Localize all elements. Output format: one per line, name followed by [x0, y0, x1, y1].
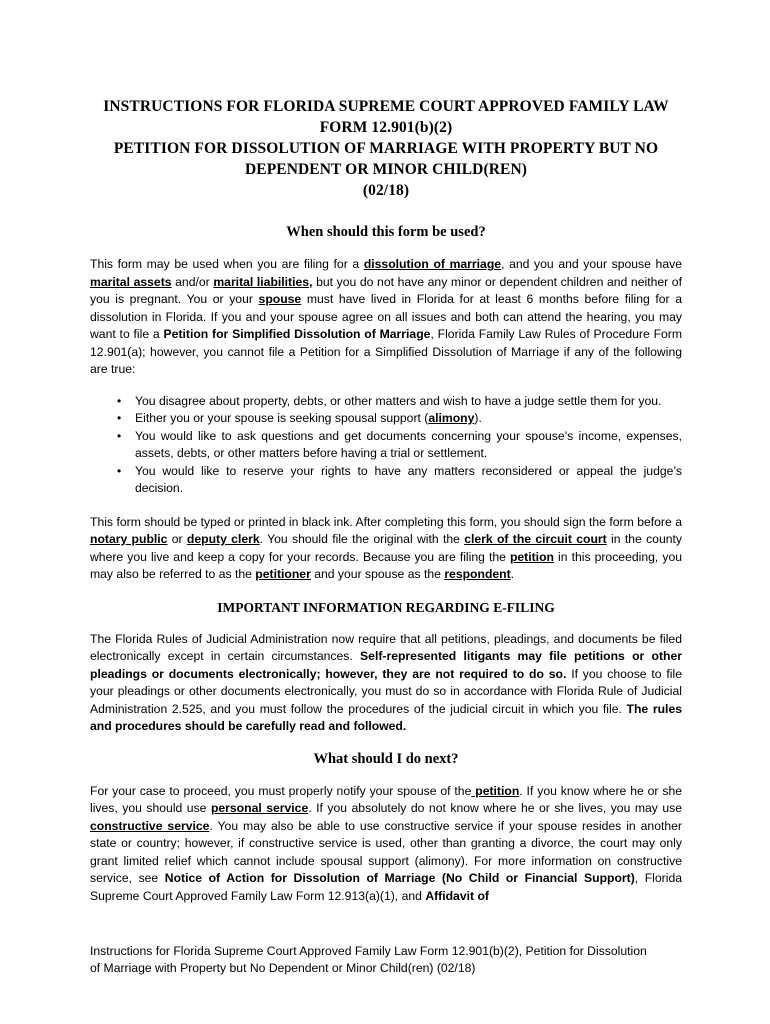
term-petition[interactable]: petition [509, 549, 554, 564]
filing-paragraph: This form should be typed or printed in black ink. After completing this form, you should sign the form before a notary public or deputy clerk. You should file the original with the clerk of the circuit court in the county where you live and keep a copy for your records. Because you are filing the petition in this proceeding, you may also be referred to as the petitioner and your spouse as the respondent. [90, 514, 682, 581]
title-line-2: FORM 12.901(b)(2) [319, 119, 453, 136]
term-personal-service[interactable]: personal service [210, 801, 309, 815]
list-item: • You would like to reserve your rights to have any matters reconsidered or appeal the judge’s decision. [135, 463, 682, 498]
document-page [90, 96, 682, 919]
title-line-4: DEPENDENT OR MINOR CHILD(REN) [244, 161, 528, 178]
term-alimony[interactable]: alimony [428, 411, 475, 425]
document-title [90, 96, 682, 201]
title-line-5: (02/18) [362, 182, 410, 199]
next-steps-paragraph: For your case to proceed, you must properly notify your spouse of the petition. If you know where he or she lives, you should use personal service. If you absolutely do not know where he or she lives, you may use constructive service. You may also be able to use constructive service if your spouse resides in another state or country; however, if constructive service is used, other than granting a divorce, the court may only grant limited relief which cannot include spousal support (alimony). For more information on constructive service, see Notice of Action for Dissolution of Marriage (No Child or Financial Support), Florida Supreme Court Approved Family Law Form 12.913(a)(1), and Affidavit of [90, 783, 683, 903]
list-item: • Either you or your spouse is seeking spousal support (alimony). [135, 410, 682, 428]
term-notary-public[interactable]: notary public [90, 532, 168, 546]
list-item: • You disagree about property, debts, or other matters and wish to have a judge settle them for you. [135, 393, 682, 411]
efiling-paragraph: The Florida Rules of Judicial Administration now require that all petitions, pleadings, and documents be filed electronically except in certain circumstances. Self-represented litigants may file petitions or other pleadings or documents electronically; however, they are not required to do so. If you choose to file your pleadings or other documents electronically, you must do so in accordance with Florida Rule of Judicial Administration 2.525, and you must follow the procedures of the judicial circuit in which you file. The rules and procedures should be carefully read and followed. [90, 631, 683, 733]
term-dissolution-of-marriage[interactable]: dissolution of marriage [363, 257, 502, 271]
intro-paragraph: This form may be used when you are filing for a dissolution of marriage, and you and your spouse have marital assets and/or marital liabilities, but you do not have any minor or dependent children and neither of you is pregnant. You or your spouse must have lived in Florida for at least 6 months before filing for a dissolution in Florida. If you and your spouse agree on all issues and both can attend the hearing, you may want to file a Petition for Simplified Dissolution of Marriage, Florida Family Law Rules of Procedure Form 12.901(a); however, you cannot file a Petition for a Simplified Dissolution of Marriage if any of the following are true: [90, 257, 683, 376]
term-marital-assets[interactable]: marital assets [90, 274, 172, 289]
page-footer [90, 943, 690, 977]
footer-line-1: Instructions for Florida Supreme Court Approved Family Law Form 12.901(b)(2), Petition for Dissolution [90, 944, 647, 958]
term-petition-2[interactable]: petition [471, 783, 520, 798]
section-heading-efiling: IMPORTANT INFORMATION REGARDING E-FILING [217, 599, 555, 615]
title-line-3: PETITION FOR DISSOLUTION OF MARRIAGE WITH PROPERTY BUT NO [113, 140, 659, 157]
title-line-1: INSTRUCTIONS FOR FLORIDA SUPREME COURT APPROVED FAMILY LAW [103, 98, 669, 115]
term-deputy-clerk[interactable]: deputy clerk [186, 532, 260, 546]
section-heading-when: When should this form be used? [286, 224, 486, 240]
term-petitioner[interactable]: petitioner [255, 567, 311, 581]
list-item: • You would like to ask questions and get documents concerning your spouse’s income, expenses, assets, debts, or other matters before having a trial or settlement. [135, 428, 682, 463]
footer-line-2: of Marriage with Property but No Dependent or Minor Child(ren) (02/18) [90, 961, 476, 975]
term-constructive-service[interactable]: constructive service [90, 818, 210, 833]
term-simplified-dissolution: Petition for Simplified Dissolution of Marriage [163, 327, 431, 341]
term-marital-liabilities[interactable]: marital liabilities, [213, 274, 313, 289]
term-clerk-of-circuit-court[interactable]: clerk of the circuit court [464, 532, 607, 546]
section-heading-next: What should I do next? [313, 750, 459, 767]
term-respondent[interactable]: respondent [444, 567, 511, 581]
term-spouse[interactable]: spouse [258, 292, 302, 306]
conditions-list [90, 393, 682, 498]
